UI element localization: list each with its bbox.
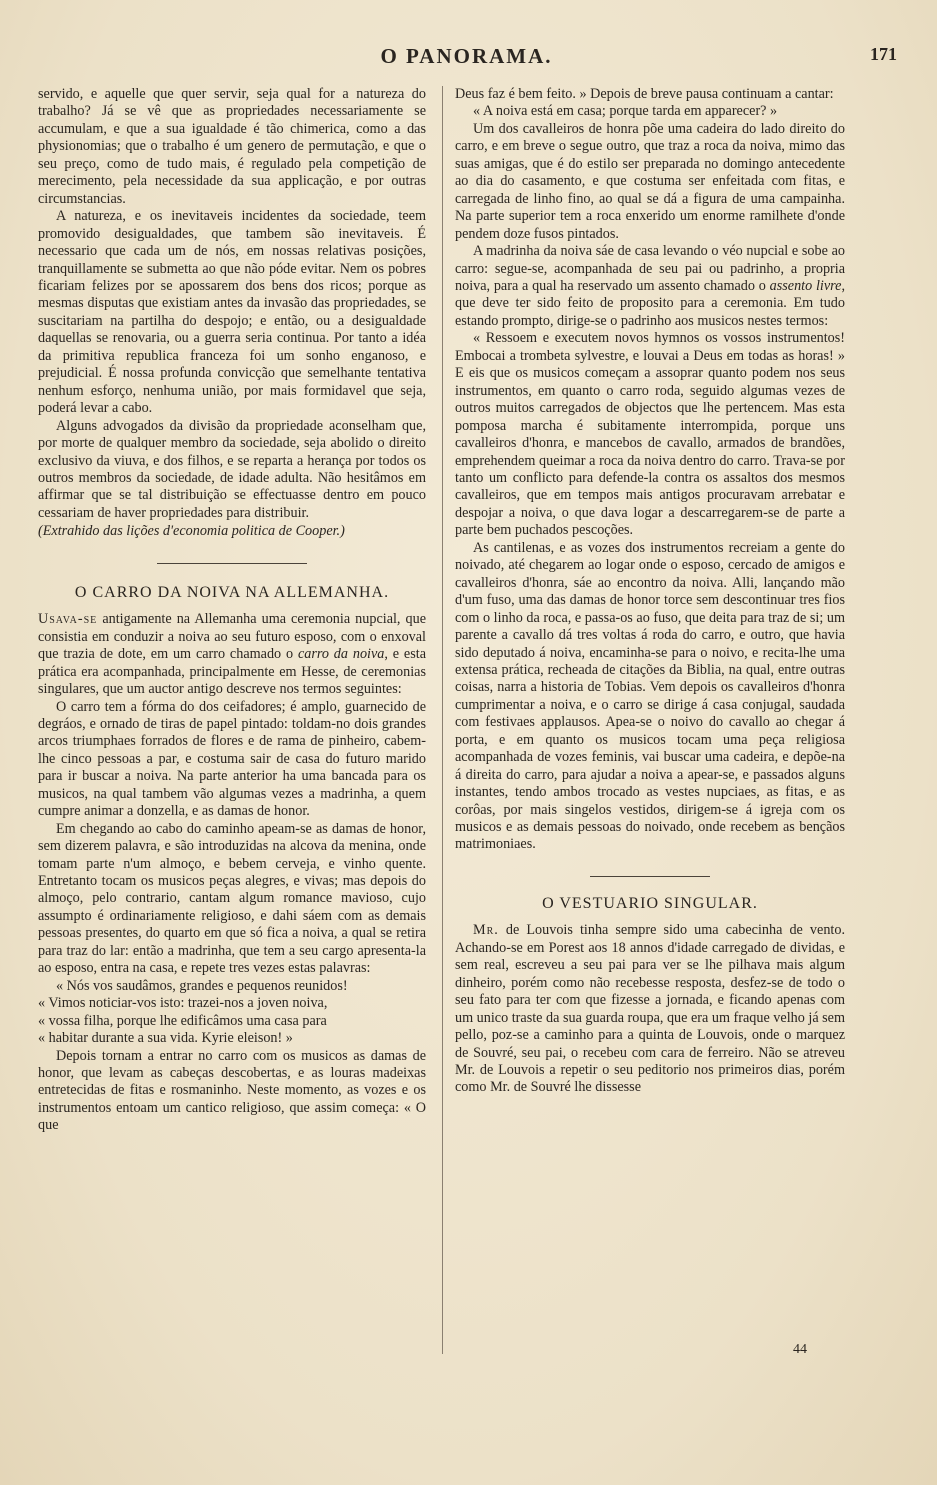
lead-word: Mr. bbox=[473, 922, 499, 939]
page-header bbox=[36, 44, 897, 70]
section-divider bbox=[590, 876, 710, 877]
paragraph: Deus faz é bem feito. » Depois de breve pausa continuam a cantar: bbox=[455, 86, 834, 102]
page-number: 171 bbox=[870, 44, 897, 64]
citation: (Extrahido das lições d'economia politica de Cooper.) bbox=[38, 523, 345, 540]
paragraph: « Ressoem e executem novos hymnos os vossos instrumentos! Embocai a trombeta sylvestre, e louvai a Deus em todas as horas! » E eis que os musicos começam a assoprar quanto podem nos seus instrumentos, em quanto o carro roda, seguido algumas vezes de outros muitos carregados de objectos que lhe pertencem. Mas esta pomposa marcha é subitamente interrompida, porque uns cavalleiros d'honra, e mancebos de cavallo, armados de brandões, emprehendem queimar a roca da noiva dentro do carro. Trava-se por tanto um conflicto para defende-la contra os assaltos dos mesmos cavalleiros, que em tempos mais antigos procuravam arrebatar e despojar a noiva, o que dava logar a descarregarem-se de parte a parte bem puchados pescoções. bbox=[455, 330, 845, 539]
paragraph: O carro tem a fórma do dos ceifadores; é amplo, guarnecido de degráos, e ornado de tiras de papel pintado: toldam-no dois grandes arcos triumphaes forrados de flores e de rama de pinheiro, cabem-lhe cinco pessoas a par, e costuma sair de casa do futuro marido para ir buscar a noiva. Na parte anterior ha uma bancada para os musicos, na qual tambem vão algumas vezes a madrinha, a quem cumpre animar a donzella, e as damas de honor. bbox=[38, 698, 426, 820]
emphasis: assento livre bbox=[769, 277, 842, 294]
paragraph: Usava-se antigamente na Allemanha uma ceremonia nupcial, que consistia em conduzir a noiva ao seu futuro esposo, com o enxoval que trazia de dote, em um carro chamado o carro da noiva, e esta prática era acompanhada, principalmente em Hesse, de ceremonias singulares, que um auctor antigo descreve nos termos seguintes: bbox=[38, 611, 426, 698]
quote-line: « A noiva está em casa; porque tarda em apparecer? » bbox=[473, 103, 778, 120]
journal-title: O PANORAMA. bbox=[380, 44, 553, 68]
paragraph: A madrinha da noiva sáe de casa levando o véo nupcial e sobe ao carro: segue-se, acompanhada de seu pai ou padrinho, a propria noiva, para a qual ha reservado um assento chamado o assento livre, que deve ter sido feito de proposito para a ceremonia. Em tudo estando prompto, dirige-se o padrinho aos musicos nestes termos: bbox=[455, 243, 845, 329]
section-divider bbox=[157, 563, 307, 564]
paragraph: Em chegando ao cabo do caminho apeam-se as damas de honor, sem dizerem palavra, e são introduzidas na alcova da menina, onde tomam parte n'um almoço, e bebem cerveja, e vinho quente. Entretanto tocam os musicos peças alegres, e vivas; mas depois do almoço, pelo contrario, cantam algum romance mavioso, cujo assumpto é ordinariamente religioso, e dahi sáem com as demais pessoas presentes, do quarto em que só fica a noiva, a qual se retira para traz do lar: então a madrinha, que tem a seu cargo apresenta-la ao esposo, entra na casa, e repete tres vezes estas palavras: bbox=[38, 820, 426, 977]
paragraph: As cantilenas, e as vozes dos instrumentos recreiam a gente do noivado, até chegarem ao logar onde o esposo, cercado de amigos e cavalleiros d'honra, sáe ao encontro da noiva. Alli, lançando mão d'um fuso, uma das damas de honor torce sem descontinuar tres fios com o linho da roca, e passa-os ao fuso, que deita para traz de si; um parente a cavallo dá tres voltas á roda do carro, e outro, que havia sido deputado á noiva, encaminha-se para o noivo, e recita-lhe uma extensa prática, recheada de citações da Biblia, na qual, entre outras coisas, narra a historia de Tobias. Vem depois os cavalleiros d'honra cumprimentar a noiva, e o carro se dirige á casa conjugal, saudada com festivaes applausos. Apea-se o noivo do cavallo ao chegar á porta, e em quanto os musicos tocam uma peça religiosa acompanhada de vozes feminis, vai buscar uma cadeira, e depõe-na á direita do carro, para ajudar a noiva a apear-se, e passados alguns instantes, tendo ambos trocado as vestes nupciaes, as fitas, e as corôas, por mais singelos vestidos, dirigem-se á igreja com os musicos e as demais pessoas do noivado, onde recebem as bençãos matrimoniaes. bbox=[455, 539, 845, 853]
paragraph: Um dos cavalleiros de honra põe uma cadeira do lado direito do carro, e em breve o segue outro, que traz a roca da noiva, mimo das suas amigas, que é do estilo ser preparada no domingo antecedente ao dia do casamento, e que costuma ser enfeitada com fitas, e carregada de linho fino, ao qual se dá a figura de uma campainha. Na parte superior tem a roca enxerido um enorme ramilhete d'onde pendem doze fusos pintados. bbox=[455, 120, 845, 242]
paragraph: Alguns advogados da divisão da propriedade aconselham que, por morte de qualquer membro da sociedade, seja abolido o direito exclusivo da viuva, e dos filhos, e se reparta a herança por todos os outros membros da sociedade, de idade adulta. Não hesitâmos em affirmar que se tal distribuição se effectuasse dentro em pouco cessariam de haver propriedades para distribuir. bbox=[38, 417, 426, 521]
quote-line: « habitar durante a sua vida. Kyrie eleison! » bbox=[38, 1030, 293, 1047]
left-column bbox=[38, 86, 426, 1135]
article-title: O VESTUARIO SINGULAR. bbox=[542, 894, 758, 912]
quote-line: « Vimos noticiar-vos isto: trazei-nos a joven noiva, bbox=[38, 995, 328, 1012]
paragraph: A natureza, e os inevitaveis incidentes da sociedade, teem promovido desigualdades, que tambem são inevitaveis. É necessario que cada um de nós, em nossas relativas posições, tranquillamente se submetta ao que não póde evitar. Nem os pobres ficariam felizes por se apossarem dos bens dos ricos; porque as mesmas disputas que existiam antes da invasão das propriedades, se suscitariam na partilha do despojo; e então, ou a desigualdade daquellas se renovaria, ou a guerra seria continua. Por tanto a idéa da primitiva republica franceza foi um sonho enganoso, e prejudicial. É nossa profunda convicção que semelhante tentativa nenhum esforço, nenhuma união, por mais formidavel que seja, poderá levar a cabo. bbox=[38, 208, 426, 417]
column-divider bbox=[442, 86, 443, 1354]
article-title: O CARRO DA NOIVA NA ALLEMANHA. bbox=[74, 583, 390, 601]
signature-mark: 44 bbox=[793, 1342, 807, 1357]
emphasis: carro da noiva bbox=[297, 646, 385, 663]
quote-line: « Nós vos saudâmos, grandes e pequenos reunidos! bbox=[56, 977, 348, 994]
paragraph: Depois tornam a entrar no carro com os musicos as damas de honor, que levam as cabeças descobertas, e as louras madeixas entretecidas de fitas e rosmaninho. Neste momento, as vozes e os instrumentos entoam um cantico religioso, que assim começa: « O que bbox=[38, 1047, 426, 1134]
right-column bbox=[455, 86, 845, 1097]
lead-word: Usava-se bbox=[38, 611, 98, 628]
paragraph: Mr. de Louvois tinha sempre sido uma cabecinha de vento. Achando-se em Porest aos 18 annos d'idade carregado de dividas, e sem real, escreveu a seu pai para ver se lhe pilhava mais algum dinheiro, porém como não recebesse resposta, desfez-se de todo o seu fato para ter com que fizesse a jornada, e ficando apenas com um unico traste da sua guarda roupa, que era um fraque velho já sem pello, poz-se a caminho para a quinta de Louvois, onde o marquez de Souvré, seu pai, o recebeu com cara de ferreiro. Não se atreveu Mr. de Louvois a repetir o seu peditorio nos primeiros dias, porém como Mr. de Souvré lhe dissesse bbox=[455, 922, 846, 1096]
paragraph: servido, e aquelle que quer servir, seja qual for a natureza do trabalho? Já se vê que as propriedades necessariamente se accumulam, e que a sua igualdade é tão chimerica, como a das physionomias; que o trabalho é um genero de permutação, e que o seu preço, como de tudo mais, é regulado pela competição de merecimento, pela necessidade da sua applicação, e por outras circumstancias. bbox=[38, 86, 426, 207]
quote-line: « vossa filha, porque lhe edificâmos uma casa para bbox=[38, 1012, 327, 1029]
